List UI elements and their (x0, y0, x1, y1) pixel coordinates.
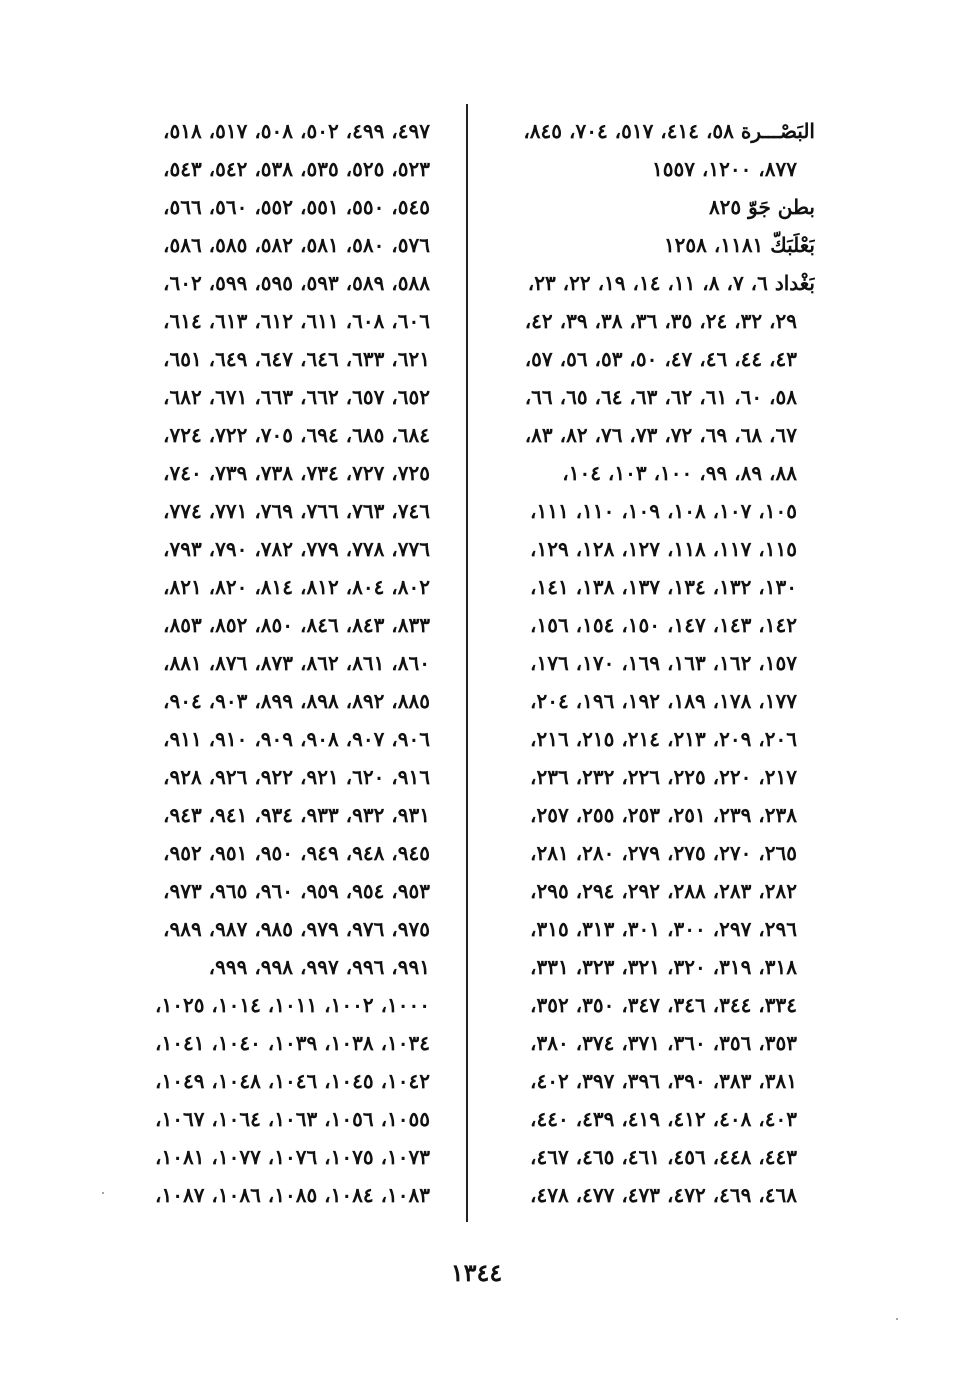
index-continuation-line: ١٠٤٢، ١٠٤٥، ١٠٤٦، ١٠٤٨، ١٠٤٩، (155, 1069, 430, 1093)
index-continuation-line: ١٠٨٣، ١٠٨٤، ١٠٨٥، ١٠٨٦، ١٠٨٧، (155, 1183, 430, 1207)
index-continuation-line: ١٣٠، ١٣٢، ١٣٤، ١٣٧، ١٣٨، ١٤١، (530, 575, 797, 599)
index-continuation-line: ٤٣، ٤٤، ٤٦، ٤٧، ٥٠، ٥٣، ٥٦، ٥٧، (524, 347, 797, 371)
index-entry-line: البَصْـــرة ٥٨، ٤١٤، ٥١٧، ٧٠٤، ٨٤٥، (523, 119, 815, 143)
index-continuation-line: ٩٥٣، ٩٥٤، ٩٥٩، ٩٦٠، ٩٦٥، ٩٧٣، (163, 879, 430, 903)
index-continuation-line: ٣٥٣، ٣٥٦، ٣٦٠، ٣٧١، ٣٧٤، ٣٨٠، (530, 1031, 797, 1055)
index-continuation-line: ٧٢٥، ٧٢٧، ٧٣٤، ٧٣٨، ٧٣٩، ٧٤٠، (163, 461, 430, 485)
index-continuation-line: ٤٦٨، ٤٦٩، ٤٧٢، ٤٧٣، ٤٧٧، ٤٧٨، (530, 1183, 797, 1207)
index-continuation-line: ٦٥٢، ٦٥٧، ٦٦٢، ٦٦٣، ٦٧١، ٦٨٢، (163, 385, 430, 409)
index-continuation-line: ٤٩٧، ٤٩٩، ٥٠٢، ٥٠٨، ٥١٧، ٥١٨، (163, 119, 430, 143)
index-continuation-line: ٢٣٨، ٢٣٩، ٢٥١، ٢٥٣، ٢٥٥، ٢٥٧، (530, 803, 797, 827)
index-continuation-line: ٢٩، ٣٢، ٢٤، ٣٥، ٣٦، ٣٨، ٣٩، ٤٢، (524, 309, 797, 333)
index-continuation-line: ٣٨١، ٣٨٣، ٣٩٠، ٣٩٦، ٣٩٧، ٤٠٢، (530, 1069, 797, 1093)
index-continuation-line: ١١٥، ١١٧، ١١٨، ١٢٧، ١٢٨، ١٢٩، (530, 537, 797, 561)
left-index-column (95, 112, 430, 1214)
index-continuation-line: ٤٠٣، ٤٠٨، ٤١٢، ٤١٩، ٤٣٩، ٤٤٠، (530, 1107, 797, 1131)
index-continuation-line: ٥٨٨، ٥٨٩، ٥٩٣، ٥٩٥، ٥٩٩، ٦٠٢، (163, 271, 430, 295)
index-continuation-line: ٢٩٦، ٢٩٧، ٣٠٠، ٣٠١، ٣١٣، ٣١٥، (530, 917, 797, 941)
right-index-column (480, 112, 815, 1214)
index-continuation-line: ٨٦٠، ٨٦١، ٨٦٢، ٨٧٣، ٨٧٦، ٨٨١، (163, 651, 430, 675)
index-continuation-line: ١٠٧٣، ١٠٧٥، ١٠٧٦، ١٠٧٧، ١٠٨١، (155, 1145, 430, 1169)
index-continuation-line: ٨٨٥، ٨٩٢، ٨٩٨، ٨٩٩، ٩٠٣، ٩٠٤، (163, 689, 430, 713)
index-continuation-line: ٦٧، ٦٨، ٦٩، ٧٢، ٧٣، ٧٦، ٨٢، ٨٣، (524, 423, 797, 447)
index-continuation-line: ٩٤٥، ٩٤٨، ٩٤٩، ٩٥٠، ٩٥١، ٩٥٢، (163, 841, 430, 865)
index-continuation-line: ٢٠٦، ٢٠٩، ٢١٣، ٢١٤، ٢١٥، ٢١٦، (530, 727, 797, 751)
index-continuation-line: ٨٧٧، ١٢٠٠، ١٥٥٧ (651, 157, 797, 181)
index-continuation-line: ٩٠٦، ٩٠٧، ٩٠٨، ٩٠٩، ٩١٠، ٩١١، (163, 727, 430, 751)
index-continuation-line: ٦٨٤، ٦٨٥، ٦٩٤، ٧٠٥، ٧٢٢، ٧٢٤، (163, 423, 430, 447)
index-continuation-line: ٧٤٦، ٧٦٣، ٧٦٦، ٧٦٩، ٧٧١، ٧٧٤، (163, 499, 430, 523)
index-continuation-line: ٢٨٢، ٢٨٣، ٢٨٨، ٢٩٢، ٢٩٤، ٢٩٥، (530, 879, 797, 903)
index-continuation-line: ٨٨، ٨٩، ٩٩، ١٠٠، ١٠٣، ١٠٤، (562, 461, 797, 485)
index-continuation-line: ١٠٣٤، ١٠٣٨، ١٠٣٩، ١٠٤٠، ١٠٤١، (155, 1031, 430, 1055)
index-continuation-line: ٣٣٤، ٣٤٤، ٣٤٦، ٣٤٧، ٣٥٠، ٣٥٢، (530, 993, 797, 1017)
speck (896, 1318, 898, 1320)
index-entry-line: بَغْداد ٦، ٧، ٨، ١١، ١٤، ١٩، ٢٢، ٢٣، (527, 271, 815, 295)
index-continuation-line: ٧٧٦، ٧٧٨، ٧٧٩، ٧٨٢، ٧٩٠، ٧٩٣، (163, 537, 430, 561)
index-continuation-line: ١٠٠٠، ١٠٠٢، ١٠١١، ١٠١٤، ١٠٢٥، (155, 993, 430, 1017)
index-continuation-line: ٥٢٣، ٥٢٥، ٥٣٥، ٥٣٨، ٥٤٢، ٥٤٣، (163, 157, 430, 181)
index-continuation-line: ٨٣٣، ٨٤٣، ٨٤٦، ٨٥٠، ٨٥٢، ٨٥٣، (163, 613, 430, 637)
index-continuation-line: ١٠٥٥، ١٠٥٦، ١٠٦٣، ١٠٦٤، ١٠٦٧، (155, 1107, 430, 1131)
index-entry-line: بطن جَوّ ٨٢٥ (708, 195, 815, 219)
index-continuation-line: ٩٩١، ٩٩٦، ٩٩٧، ٩٩٨، ٩٩٩، (208, 955, 430, 979)
index-continuation-line: ٦٢١، ٦٣٣، ٦٤٦، ٦٤٧، ٦٤٩، ٦٥١، (163, 347, 430, 371)
index-continuation-line: ٥٨، ٦٠، ٦١، ٦٢، ٦٣، ٦٤، ٦٥، ٦٦، (524, 385, 797, 409)
index-continuation-line: ٣١٨، ٣١٩، ٣٢٠، ٣٢١، ٣٢٣، ٣٣١، (530, 955, 797, 979)
speck (102, 1192, 104, 1194)
index-continuation-line: ١٥٧، ١٦٢، ١٦٣، ١٦٩، ١٧٠، ١٧٦، (530, 651, 797, 675)
index-continuation-line: ٩١٦، ٦٢٠، ٩٢١، ٩٢٢، ٩٢٦، ٩٢٨، (163, 765, 430, 789)
index-continuation-line: ٨٠٢، ٨٠٤، ٨١٢، ٨١٤، ٨٢٠، ٨٢١، (163, 575, 430, 599)
index-continuation-line: ١٠٥، ١٠٧، ١٠٨، ١٠٩، ١١٠، ١١١، (530, 499, 797, 523)
index-continuation-line: ٩٣١، ٩٣٢، ٩٣٣، ٩٣٤، ٩٤١، ٩٤٣، (163, 803, 430, 827)
index-entry-line: بَعْلَبَكّ ١١٨١، ١٢٥٨ (663, 233, 815, 257)
index-continuation-line: ٤٤٣، ٤٤٨، ٤٥٦، ٤٦١، ٤٦٥، ٤٦٧، (530, 1145, 797, 1169)
index-continuation-line: ١٤٢، ١٤٣، ١٤٧، ١٥٠، ١٥٤، ١٥٦، (530, 613, 797, 637)
index-continuation-line: ٩٧٥، ٩٧٦، ٩٧٩، ٩٨٥، ٩٨٧، ٩٨٩، (163, 917, 430, 941)
index-continuation-line: ٢١٧، ٢٢٠، ٢٢٥، ٢٢٦، ٢٣٢، ٢٣٦، (530, 765, 797, 789)
index-continuation-line: ٢٦٥، ٢٧٠، ٢٧٥، ٢٧٩، ٢٨٠، ٢٨١، (530, 841, 797, 865)
index-continuation-line: ١٧٧، ١٧٨، ١٨٩، ١٩٢، ١٩٦، ٢٠٤، (530, 689, 797, 713)
column-divider (466, 104, 468, 1222)
index-continuation-line: ٦٠٦، ٦٠٨، ٦١١، ٦١٢، ٦١٣، ٦١٤، (163, 309, 430, 333)
index-continuation-line: ٥٤٥، ٥٥٠، ٥٥١، ٥٥٢، ٥٦٠، ٥٦٦، (163, 195, 430, 219)
page-number: ١٣٤٤ (450, 1258, 503, 1287)
index-continuation-line: ٥٧٦، ٥٨٠، ٥٨١، ٥٨٢، ٥٨٥، ٥٨٦، (163, 233, 430, 257)
